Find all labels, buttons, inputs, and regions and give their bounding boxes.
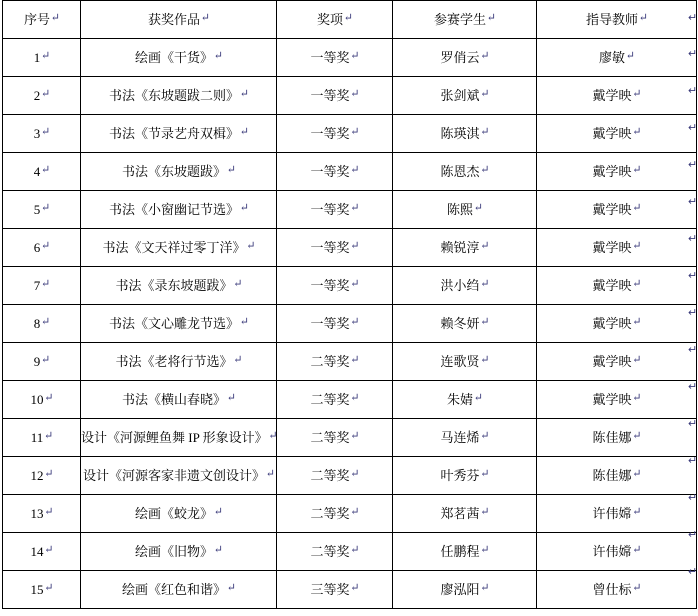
- paragraph-mark: ↵: [688, 122, 698, 134]
- cell-student: [393, 305, 537, 343]
- cell-text-award: 三等奖 ↵: [310, 582, 358, 598]
- paragraph-mark: ↵: [688, 381, 698, 393]
- cell-text-student: 洪小绉 ↵: [440, 278, 488, 294]
- cell-award: [277, 39, 393, 77]
- cell-text-teacher: 戴学映 ↵: [592, 240, 640, 256]
- cell-teacher: [537, 305, 697, 343]
- cell-text-work: 书法《文心雕龙节选》 ↵: [109, 316, 248, 332]
- cell-index: [3, 305, 81, 343]
- cell-student: [393, 153, 537, 191]
- cell-student: [393, 115, 537, 153]
- cell-index: [3, 533, 81, 571]
- cell-text-teacher: 戴学映 ↵: [592, 316, 640, 332]
- cell-text-index: 8 ↵: [34, 316, 50, 332]
- header-label-teacher: 指导教师 ↵: [586, 12, 647, 28]
- table-row: [3, 419, 697, 457]
- cell-text-student: 赖锐淳 ↵: [440, 240, 488, 256]
- cell-text-index: 6 ↵: [34, 240, 50, 256]
- cell-award: [277, 343, 393, 381]
- paragraph-mark: ↵: [688, 270, 698, 282]
- cell-award: [277, 305, 393, 343]
- cell-text-work: 书法《文天祥过零丁洋》 ↵: [102, 240, 254, 256]
- cell-text-index: 10 ↵: [31, 392, 53, 408]
- cell-text-teacher: 曾仕标 ↵: [592, 582, 640, 598]
- cell-teacher: [537, 571, 697, 609]
- cell-text-work: 设计《河源客家非遗文创设计》 ↵: [83, 468, 274, 484]
- cell-text-work: 书法《横山春晓》 ↵: [122, 392, 235, 408]
- cell-text-award: 二等奖 ↵: [310, 430, 358, 446]
- cell-teacher: [537, 153, 697, 191]
- cell-text-work: 书法《节录艺舟双楫》 ↵: [109, 126, 248, 142]
- cell-text-award: 二等奖 ↵: [310, 506, 358, 522]
- cell-student: [393, 191, 537, 229]
- table-row: [3, 533, 697, 571]
- cell-award: [277, 115, 393, 153]
- cell-index: [3, 495, 81, 533]
- cell-teacher: [537, 267, 697, 305]
- cell-text-work: 书法《东坡题跋》 ↵: [122, 164, 235, 180]
- cell-text-index: 13 ↵: [31, 506, 53, 522]
- cell-index: [3, 153, 81, 191]
- cell-teacher: [537, 419, 697, 457]
- cell-student: [393, 419, 537, 457]
- cell-text-student: 陈熙 ↵: [447, 202, 482, 218]
- cell-text-award: 一等奖 ↵: [310, 240, 358, 256]
- cell-text-teacher: 戴学映 ↵: [592, 164, 640, 180]
- cell-student: [393, 571, 537, 609]
- cell-teacher: [537, 533, 697, 571]
- cell-text-teacher: 戴学映 ↵: [592, 202, 640, 218]
- cell-text-work: 书法《老将行节选》 ↵: [115, 354, 241, 370]
- paragraph-mark: ↵: [688, 48, 698, 60]
- header-label-student: 参赛学生 ↵: [434, 12, 495, 28]
- table-row: [3, 267, 697, 305]
- header-label-work: 获奖作品 ↵: [148, 12, 209, 28]
- paragraph-mark: ↵: [688, 566, 698, 578]
- cell-text-teacher: 许伟嫦 ↵: [592, 544, 640, 560]
- cell-award: [277, 495, 393, 533]
- cell-text-index: 5 ↵: [34, 202, 50, 218]
- cell-text-student: 任鹏程 ↵: [440, 544, 488, 560]
- cell-work: [81, 457, 277, 495]
- cell-text-award: 二等奖 ↵: [310, 354, 358, 370]
- cell-text-work: 书法《录东坡题跋》 ↵: [115, 278, 241, 294]
- cell-text-work: 书法《东坡题跋二则》 ↵: [109, 88, 248, 104]
- cell-index: [3, 115, 81, 153]
- cell-index: [3, 457, 81, 495]
- cell-text-award: 二等奖 ↵: [310, 544, 358, 560]
- table-row: [3, 571, 697, 609]
- cell-student: [393, 77, 537, 115]
- cell-text-index: 3 ↵: [34, 126, 50, 142]
- header-cell-student: [393, 1, 537, 39]
- cell-student: [393, 495, 537, 533]
- cell-text-award: 一等奖 ↵: [310, 278, 358, 294]
- cell-work: [81, 153, 277, 191]
- table-row: [3, 305, 697, 343]
- cell-work: [81, 343, 277, 381]
- paragraph-mark: ↵: [688, 85, 698, 97]
- cell-teacher: [537, 191, 697, 229]
- cell-index: [3, 191, 81, 229]
- cell-index: [3, 343, 81, 381]
- cell-student: [393, 229, 537, 267]
- cell-work: [81, 571, 277, 609]
- cell-teacher: [537, 495, 697, 533]
- cell-text-teacher: 戴学映 ↵: [592, 392, 640, 408]
- table-row: [3, 229, 697, 267]
- cell-text-index: 9 ↵: [34, 354, 50, 370]
- cell-work: [81, 115, 277, 153]
- cell-text-student: 郑茗茜 ↵: [440, 506, 488, 522]
- cell-award: [277, 191, 393, 229]
- cell-text-student: 陈瑛淇 ↵: [440, 126, 488, 142]
- paragraph-mark: ↵: [688, 196, 698, 208]
- header-cell-award: [277, 1, 393, 39]
- cell-award: [277, 229, 393, 267]
- cell-text-award: 一等奖 ↵: [310, 316, 358, 332]
- cell-text-index: 14 ↵: [31, 544, 53, 560]
- cell-text-work: 书法《小窗幽记节选》 ↵: [109, 202, 248, 218]
- header-cell-work: [81, 1, 277, 39]
- cell-text-index: 4 ↵: [34, 164, 50, 180]
- cell-text-student: 陈恩杰 ↵: [440, 164, 488, 180]
- paragraph-mark: ↵: [688, 418, 698, 430]
- table-row: [3, 39, 697, 77]
- paragraph-mark: ↵: [688, 159, 698, 171]
- cell-text-student: 朱婧 ↵: [447, 392, 482, 408]
- cell-student: [393, 533, 537, 571]
- header-cell-index: [3, 1, 81, 39]
- cell-text-award: 一等奖 ↵: [310, 50, 358, 66]
- cell-text-teacher: 陈佳娜 ↵: [592, 468, 640, 484]
- cell-text-work: 设计《河源鲤鱼舞 IP 形象设计》 ↵: [81, 430, 277, 446]
- cell-award: [277, 419, 393, 457]
- cell-award: [277, 381, 393, 419]
- cell-work: [81, 419, 277, 457]
- paragraph-mark: ↵: [688, 344, 698, 356]
- cell-text-award: 一等奖 ↵: [310, 88, 358, 104]
- cell-work: [81, 381, 277, 419]
- table-row: [3, 191, 697, 229]
- cell-text-teacher: 戴学映 ↵: [592, 278, 640, 294]
- cell-text-teacher: 廖敏 ↵: [599, 50, 634, 66]
- table-header-row: [3, 1, 697, 39]
- cell-text-teacher: 陈佳娜 ↵: [592, 430, 640, 446]
- table-body: [3, 39, 697, 609]
- cell-index: [3, 39, 81, 77]
- cell-text-student: 张剑斌 ↵: [440, 88, 488, 104]
- cell-teacher: [537, 39, 697, 77]
- cell-text-student: 连歌贤 ↵: [440, 354, 488, 370]
- table-row: [3, 77, 697, 115]
- cell-award: [277, 77, 393, 115]
- cell-work: [81, 267, 277, 305]
- cell-teacher: [537, 77, 697, 115]
- cell-text-student: 赖冬妍 ↵: [440, 316, 488, 332]
- cell-text-work: 绘画《旧物》 ↵: [135, 544, 222, 560]
- cell-text-award: 一等奖 ↵: [310, 126, 358, 142]
- paragraph-mark: ↵: [688, 455, 698, 467]
- cell-text-student: 廖泓阳 ↵: [440, 582, 488, 598]
- cell-student: [393, 457, 537, 495]
- cell-text-index: 12 ↵: [31, 468, 53, 484]
- paragraph-mark: ↵: [688, 307, 698, 319]
- cell-work: [81, 305, 277, 343]
- cell-teacher: [537, 381, 697, 419]
- cell-teacher: [537, 457, 697, 495]
- paragraph-mark: ↵: [688, 529, 698, 541]
- cell-index: [3, 419, 81, 457]
- cell-work: [81, 77, 277, 115]
- cell-award: [277, 457, 393, 495]
- award-list-table: [2, 0, 697, 609]
- cell-award: [277, 533, 393, 571]
- paragraph-mark: ↵: [688, 492, 698, 504]
- cell-teacher: [537, 343, 697, 381]
- cell-text-index: 1 ↵: [34, 50, 50, 66]
- cell-text-student: 马连烯 ↵: [440, 430, 488, 446]
- header-label-award: 奖项 ↵: [317, 12, 352, 28]
- table-row: [3, 495, 697, 533]
- cell-student: [393, 381, 537, 419]
- cell-teacher: [537, 229, 697, 267]
- table-header: [3, 1, 697, 39]
- cell-text-index: 15 ↵: [31, 582, 53, 598]
- cell-student: [393, 267, 537, 305]
- cell-work: [81, 191, 277, 229]
- cell-text-index: 7 ↵: [34, 278, 50, 294]
- cell-award: [277, 267, 393, 305]
- paragraph-mark: ↵: [688, 233, 698, 245]
- cell-index: [3, 229, 81, 267]
- cell-text-index: 11 ↵: [31, 430, 53, 446]
- cell-work: [81, 229, 277, 267]
- cell-index: [3, 571, 81, 609]
- cell-text-work: 绘画《红色和谐》 ↵: [122, 582, 235, 598]
- cell-text-teacher: 戴学映 ↵: [592, 88, 640, 104]
- cell-text-student: 叶秀芬 ↵: [440, 468, 488, 484]
- table-row: [3, 153, 697, 191]
- table-row: [3, 381, 697, 419]
- cell-text-award: 一等奖 ↵: [310, 202, 358, 218]
- cell-work: [81, 533, 277, 571]
- cell-index: [3, 381, 81, 419]
- cell-award: [277, 571, 393, 609]
- cell-text-teacher: 戴学映 ↵: [592, 354, 640, 370]
- cell-text-teacher: 戴学映 ↵: [592, 126, 640, 142]
- cell-text-student: 罗俏云 ↵: [440, 50, 488, 66]
- cell-student: [393, 343, 537, 381]
- cell-index: [3, 267, 81, 305]
- cell-teacher: [537, 115, 697, 153]
- cell-text-award: 二等奖 ↵: [310, 392, 358, 408]
- cell-work: [81, 495, 277, 533]
- header-cell-teacher: [537, 1, 697, 39]
- cell-student: [393, 39, 537, 77]
- paragraph-mark: ↵: [688, 12, 698, 24]
- table-row: [3, 115, 697, 153]
- cell-text-work: 绘画《蛟龙》 ↵: [135, 506, 222, 522]
- header-label-index: 序号 ↵: [24, 12, 59, 28]
- table-row: [3, 343, 697, 381]
- cell-text-work: 绘画《干货》 ↵: [135, 50, 222, 66]
- paragraph-mark-column: [688, 0, 698, 591]
- cell-text-teacher: 许伟嫦 ↵: [592, 506, 640, 522]
- cell-work: [81, 39, 277, 77]
- cell-text-award: 一等奖 ↵: [310, 164, 358, 180]
- cell-text-award: 二等奖 ↵: [310, 468, 358, 484]
- cell-text-index: 2 ↵: [34, 88, 50, 104]
- table-row: [3, 457, 697, 495]
- cell-index: [3, 77, 81, 115]
- cell-award: [277, 153, 393, 191]
